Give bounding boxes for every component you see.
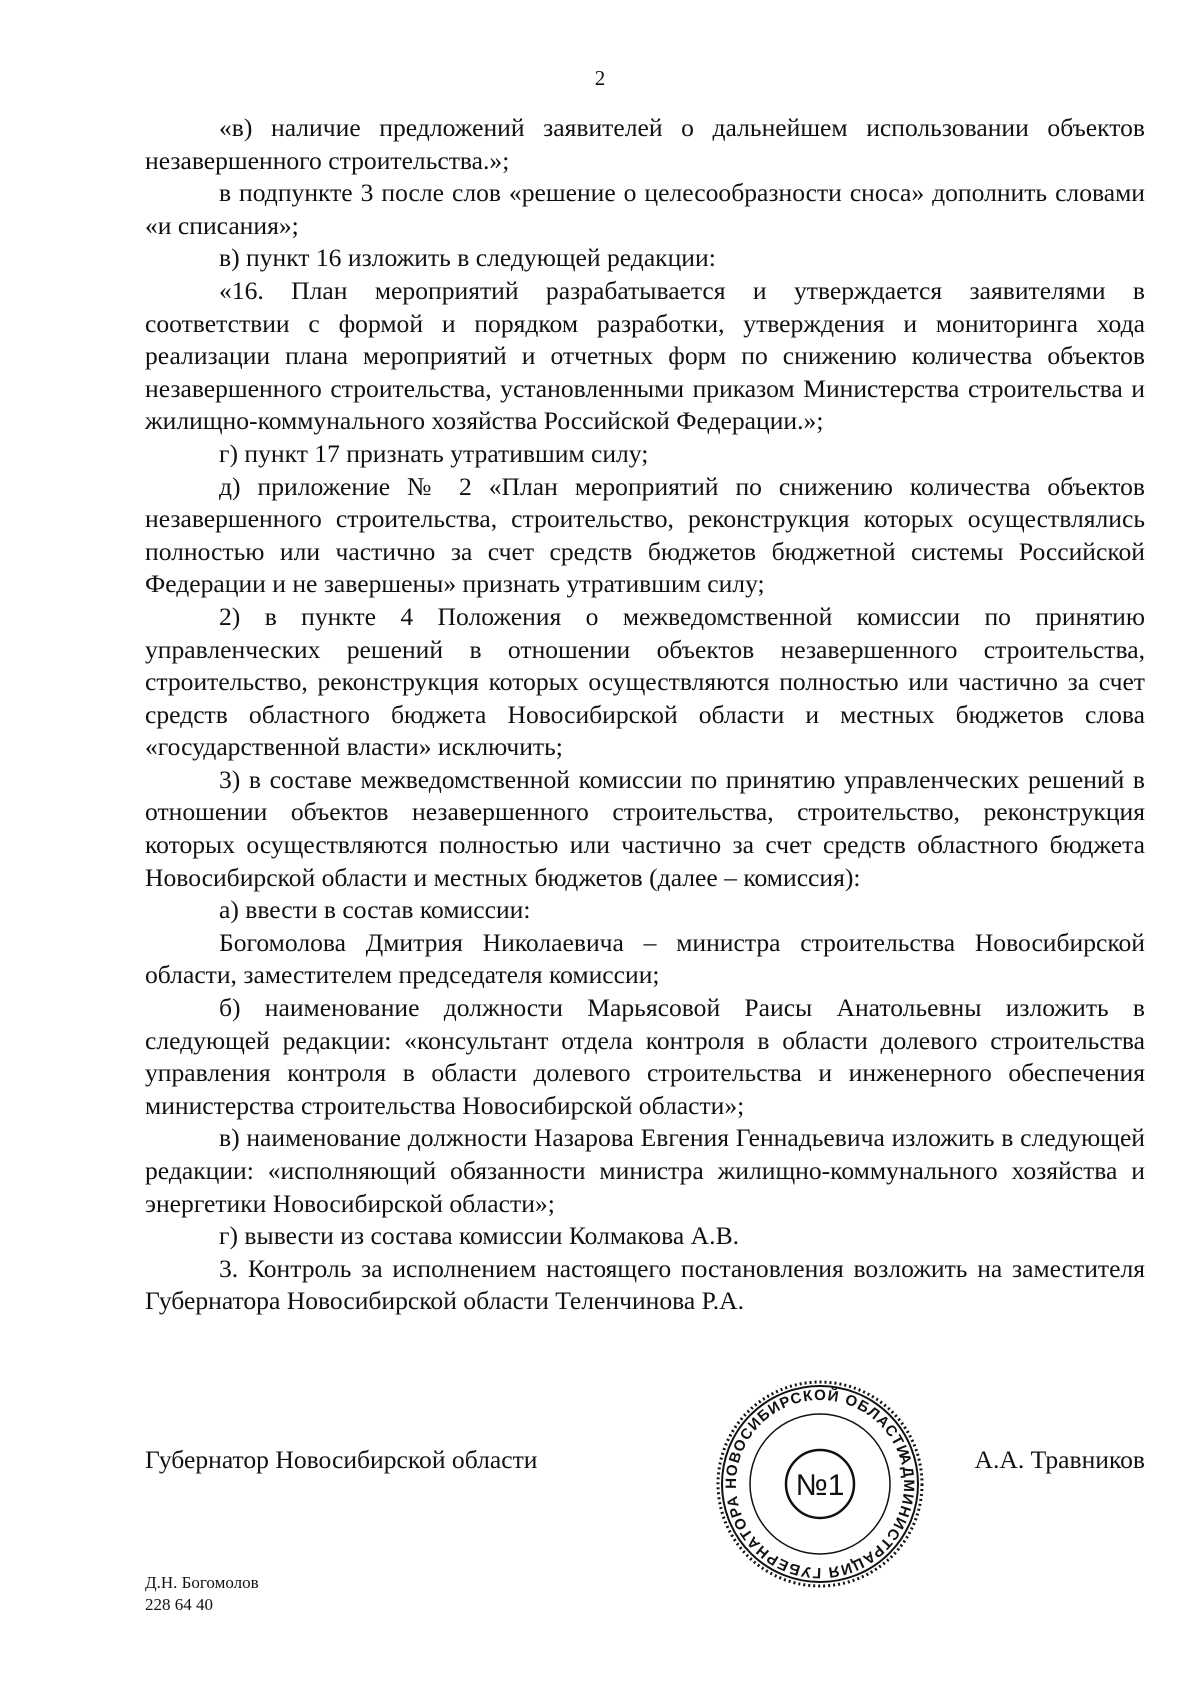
paragraph: Богомолова Дмитрия Николаевича – министра строительства Новосибирской области, заместителем председателя комиссии;: [145, 927, 1145, 990]
paragraph: 2) в пункте 4 Положения о межведомственной комиссии по принятию управленческих решений в отношении объектов незавершенного строительства, строительство, реконструкция которых осуществляются полностью или частично за счет средств областного бюджета Новосибирской области и местных бюджетов слова «государственной власти» исключить;: [145, 601, 1145, 762]
paragraph: «16. План мероприятий разрабатывается и утверждается заявителями в соответствии с формой и порядком разработки, утверждения и мониторинга хода реализации плана мероприятий и отчетных форм по снижению количества объектов незавершенного строительства, установленными приказом Министерства строительства и жилищно-коммунального хозяйства Российской Федерации.»;: [145, 275, 1145, 436]
signature-block: [145, 1445, 1145, 1485]
seal-outer-text: АДМИНИСТРАЦИЯ ГУБЕРНАТОРА НОВОСИБИРСКОЙ ОБЛАСТИ: [722, 1386, 918, 1582]
seal-number: №1: [795, 1469, 845, 1502]
signatory-title: Губернатор Новосибирской области: [145, 1445, 538, 1474]
paragraph: г) пункт 17 признать утратившим силу;: [219, 438, 649, 468]
signatory-name: А.А. Травников: [974, 1445, 1145, 1474]
paragraph: г) вывести из состава комиссии Колмакова А.В.: [219, 1221, 740, 1251]
paragraph: д) приложение № 2 «План мероприятий по снижению количества объектов незавершенного строительства, строительство, реконструкция которых осуществлялись полностью или частично за счет средств бюджетов бюджетной системы Российской Федерации и не завершены» признать утратившим силу;: [145, 471, 1145, 599]
paragraph: в подпункте 3 после слов «решение о целесообразности сноса» дополнить словами «и списания»;: [145, 178, 1145, 240]
official-seal: [714, 1378, 926, 1590]
executor-info: [145, 1572, 259, 1616]
paragraph: «в) наличие предложений заявителей о дальнейшем использовании объектов незавершенного строительства.»;: [145, 113, 1145, 175]
paragraph: б) наименование должности Марьясовой Раисы Анатольевны изложить в следующей редакции: «консультант отдела контроля в области долевого строительства управления контроля в области долевого строительства и инженерного обеспечения министерства строительства Новосибирской области»;: [145, 993, 1145, 1120]
executor-name: Д.Н. Богомолов: [145, 1573, 259, 1592]
paragraph: в) наименование должности Назарова Евгения Геннадьевича изложить в следующей редакции: «исполняющий обязанности министра жилищно-коммунального хозяйства и энергетики Новосибирской области»;: [145, 1123, 1145, 1218]
executor-phone: 228 64 40: [145, 1595, 213, 1614]
document-body: [145, 112, 1145, 1318]
paragraph: 3) в составе межведомственной комиссии по принятию управленческих решений в отношении объектов незавершенного строительства, строительство, реконструкция которых осуществляются полностью или частично за счет средств областного бюджета Новосибирской области и местных бюджетов (далее – комиссия):: [145, 764, 1145, 892]
page-number: 2: [594, 66, 606, 90]
paragraph: 3. Контроль за исполнением настоящего постановления возложить на заместителя Губернатора Новосибирской области Теленчинова Р.А.: [145, 1253, 1145, 1316]
paragraph: а) ввести в состав комиссии:: [219, 895, 531, 925]
paragraph: в) пункт 16 изложить в следующей редакции:: [219, 243, 716, 273]
